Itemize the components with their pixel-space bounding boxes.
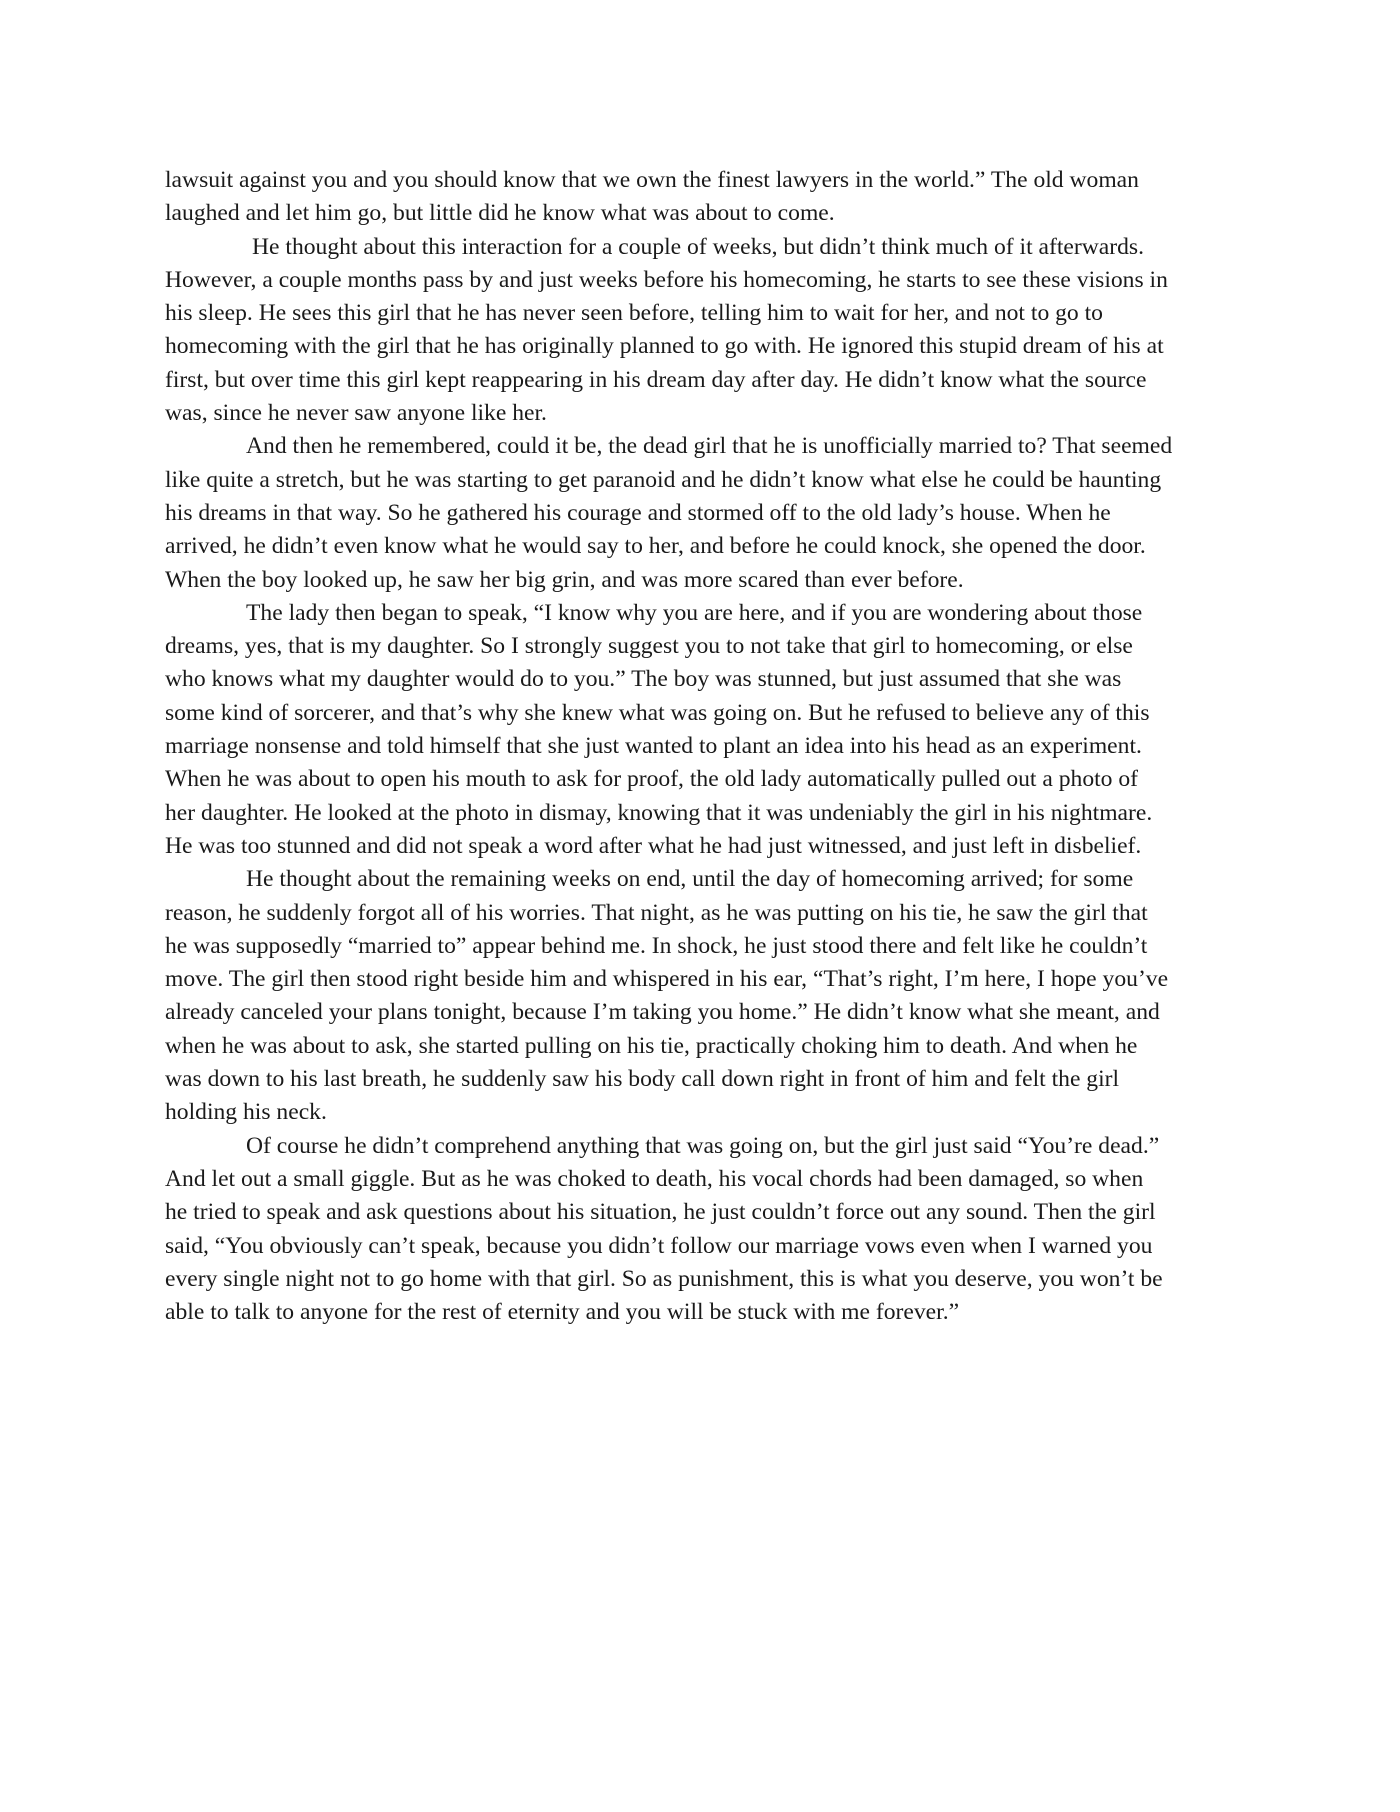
paragraph-homecoming-night: He thought about the remaining weeks on end, until the day of homecoming arrived; for some reason, he suddenly forgot all of his worries. That night, as he was putting on his tie, he saw the girl that he was supposedly “married to” appear behind me. In shock, he just stood there and felt like he couldn’t move. The girl then stood right beside him and whispered in his ear, “That’s right, I’m here, I hope you’ve already canceled your plans tonight, because I’m taking you home.” He didn’t know what she meant, and when he was about to ask, she started pulling on his tie, practically choking him to death. And when he was down to his last breath, he suddenly saw his body call down right in front of him and felt the girl holding his neck. — [165, 866, 1169, 1126]
paragraph-continuation: lawsuit against you and you should know that we own the finest lawyers in the world.” The old woman laughed and let him go, but little did he know what was about to come. — [165, 167, 1139, 227]
paragraph-daughter-photo: The lady then began to speak, “I know why you are here, and if you are wondering about those dreams, yes, that is my daughter. So I strongly suggest you to not take that girl to homecoming, or else who knows what my daughter would do to you.” The boy was stunned, but just assumed that she was some kind of sorcerer, and that’s why she knew what was going on. But he refused to believe any of this marriage nonsense and told himself that she just wanted to plant an idea into his head as an experiment. When he was about to open his mouth to ask for proof, the old lady automatically pulled out a photo of her daughter. He looked at the photo in dismay, knowing that it was undeniably the girl in his nightmare. He was too stunned and did not speak a word after what he had just witnessed, and just left in disbelief. — [165, 599, 1153, 859]
paragraph-old-lady-house: And then he remembered, could it be, the dead girl that he is unofficially married to? That seemed like quite a stretch, but he was starting to get paranoid and he didn’t know what else he could be haunting his dreams in that way. So he gathered his courage and stormed off to the old lady’s house. When he arrived, he didn’t even know what he would say to her, and before he could knock, she opened the door. When the boy looked up, he saw her big grin, and was more scared than ever before. — [165, 433, 1173, 593]
paragraph-interaction-visions: He thought about this interaction for a couple of weeks, but didn’t think much of it afterwards. However, a couple months pass by and just weeks before his homecoming, he starts to see these visions in his sleep. He sees this girl that he has never seen before, telling him to wait for her, and not to go to homecoming with the girl that he has originally planned to go with. He ignored this stupid dream of his at first, but over time this girl kept reappearing in his dream day after day. He didn’t know what the source was, since he never saw anyone like her. — [165, 233, 1168, 427]
paragraph-ending: Of course he didn’t comprehend anything that was going on, but the girl just said “You’re dead.” And let out a small giggle. But as he was choked to death, his vocal chords had been damaged, so when he tried to speak and ask questions about his situation, he just couldn’t force out any sound. Then the girl said, “You obviously can’t speak, because you didn’t follow our marriage vows even when I warned you every single night not to go home with that girl. So as punishment, this is what you deserve, you won’t be able to talk to anyone for the rest of eternity and you will be stuck with me forever.” — [165, 1132, 1163, 1326]
document-body — [165, 164, 1237, 1329]
